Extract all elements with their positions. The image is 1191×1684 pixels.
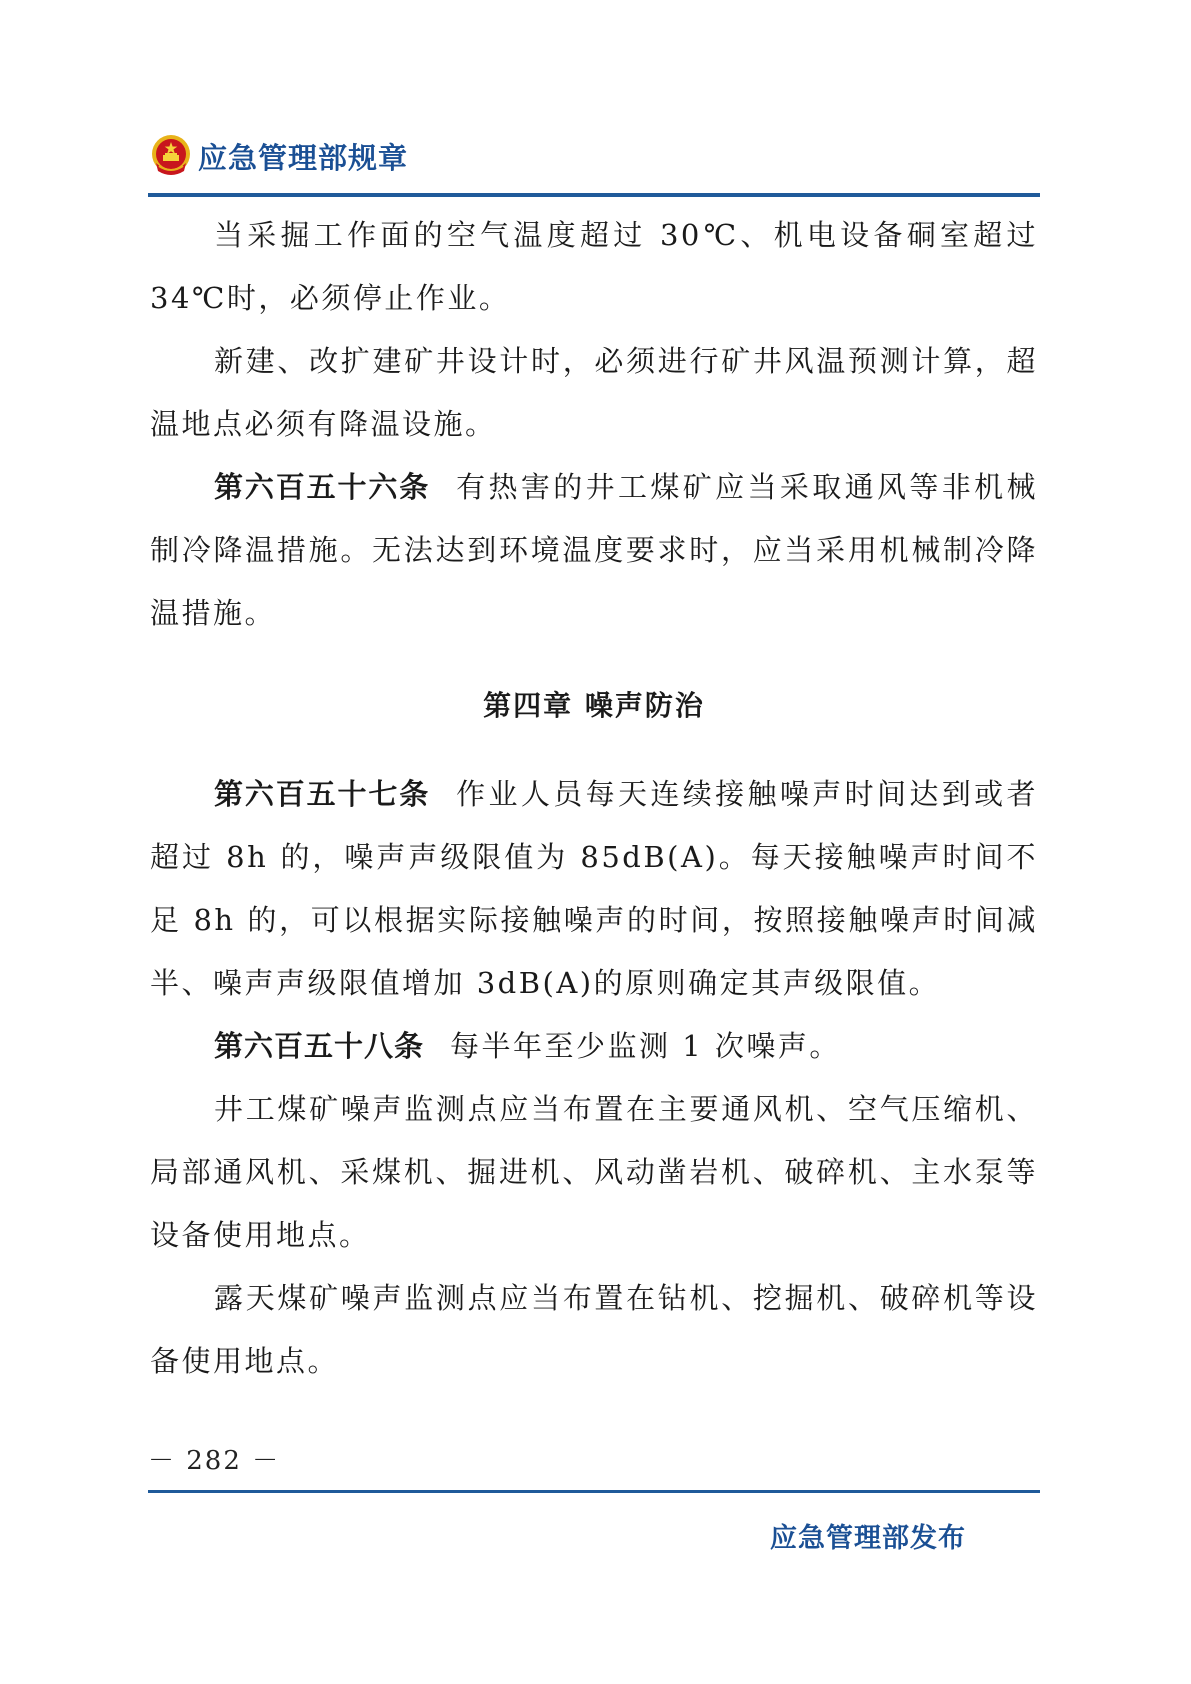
article-number: 第六百五十七条 <box>214 777 431 811</box>
paragraph-text: 有热害的井工煤矿应当采取通风等非机械制冷降温措施。无法达到环境温度要求时，应当采用机械制冷降温措施。 <box>150 470 1038 630</box>
paragraph-text: 作业人员每天连续接触噪声时间达到或者超过 8h 的，噪声声级限值为 85dB(A)。每天接触噪声时间不足 8h 的，可以根据实际接触噪声的时间，按照接触噪声时间减半、噪声声级限值增加 3dB(A)的原则确定其声级限值。 <box>150 777 1038 1000</box>
article-number: 第六百五十八条 <box>214 1029 425 1063</box>
paragraph <box>150 204 1038 330</box>
paragraph <box>150 330 1038 456</box>
document-body <box>150 204 1038 1393</box>
article-656 <box>150 456 1038 645</box>
chapter-heading: 第四章 噪声防治 <box>483 689 705 722</box>
paragraph-text: 露天煤矿噪声监测点应当布置在钻机、挖掘机、破碎机等设备使用地点。 <box>150 1281 1038 1378</box>
paragraph-text: 每半年至少监测 1 次噪声。 <box>450 1029 841 1063</box>
article-number: 第六百五十六条 <box>214 470 431 504</box>
header-title: 应急管理部规章 <box>198 140 409 175</box>
article-658 <box>150 1015 1038 1078</box>
page-header <box>150 128 408 184</box>
article-657 <box>150 763 1038 1015</box>
paragraph-text: 井工煤矿噪声监测点应当布置在主要通风机、空气压缩机、局部通风机、采煤机、掘进机、风动凿岩机、破碎机、主水泵等设备使用地点。 <box>150 1092 1038 1252</box>
header-divider <box>148 193 1040 197</box>
paragraph <box>150 1267 1038 1393</box>
footer-publisher: 应急管理部发布 <box>770 1523 966 1554</box>
paragraph-text: 新建、改扩建矿井设计时，必须进行矿井风温预测计算，超温地点必须有降温设施。 <box>150 344 1038 441</box>
page-number: － 282 － <box>148 1446 281 1476</box>
footer-divider <box>148 1490 1040 1493</box>
paragraph <box>150 1078 1038 1267</box>
national-emblem-icon <box>150 133 192 179</box>
paragraph-text: 当采掘工作面的空气温度超过 30℃、机电设备硐室超过 34℃时，必须停止作业。 <box>150 218 1038 315</box>
